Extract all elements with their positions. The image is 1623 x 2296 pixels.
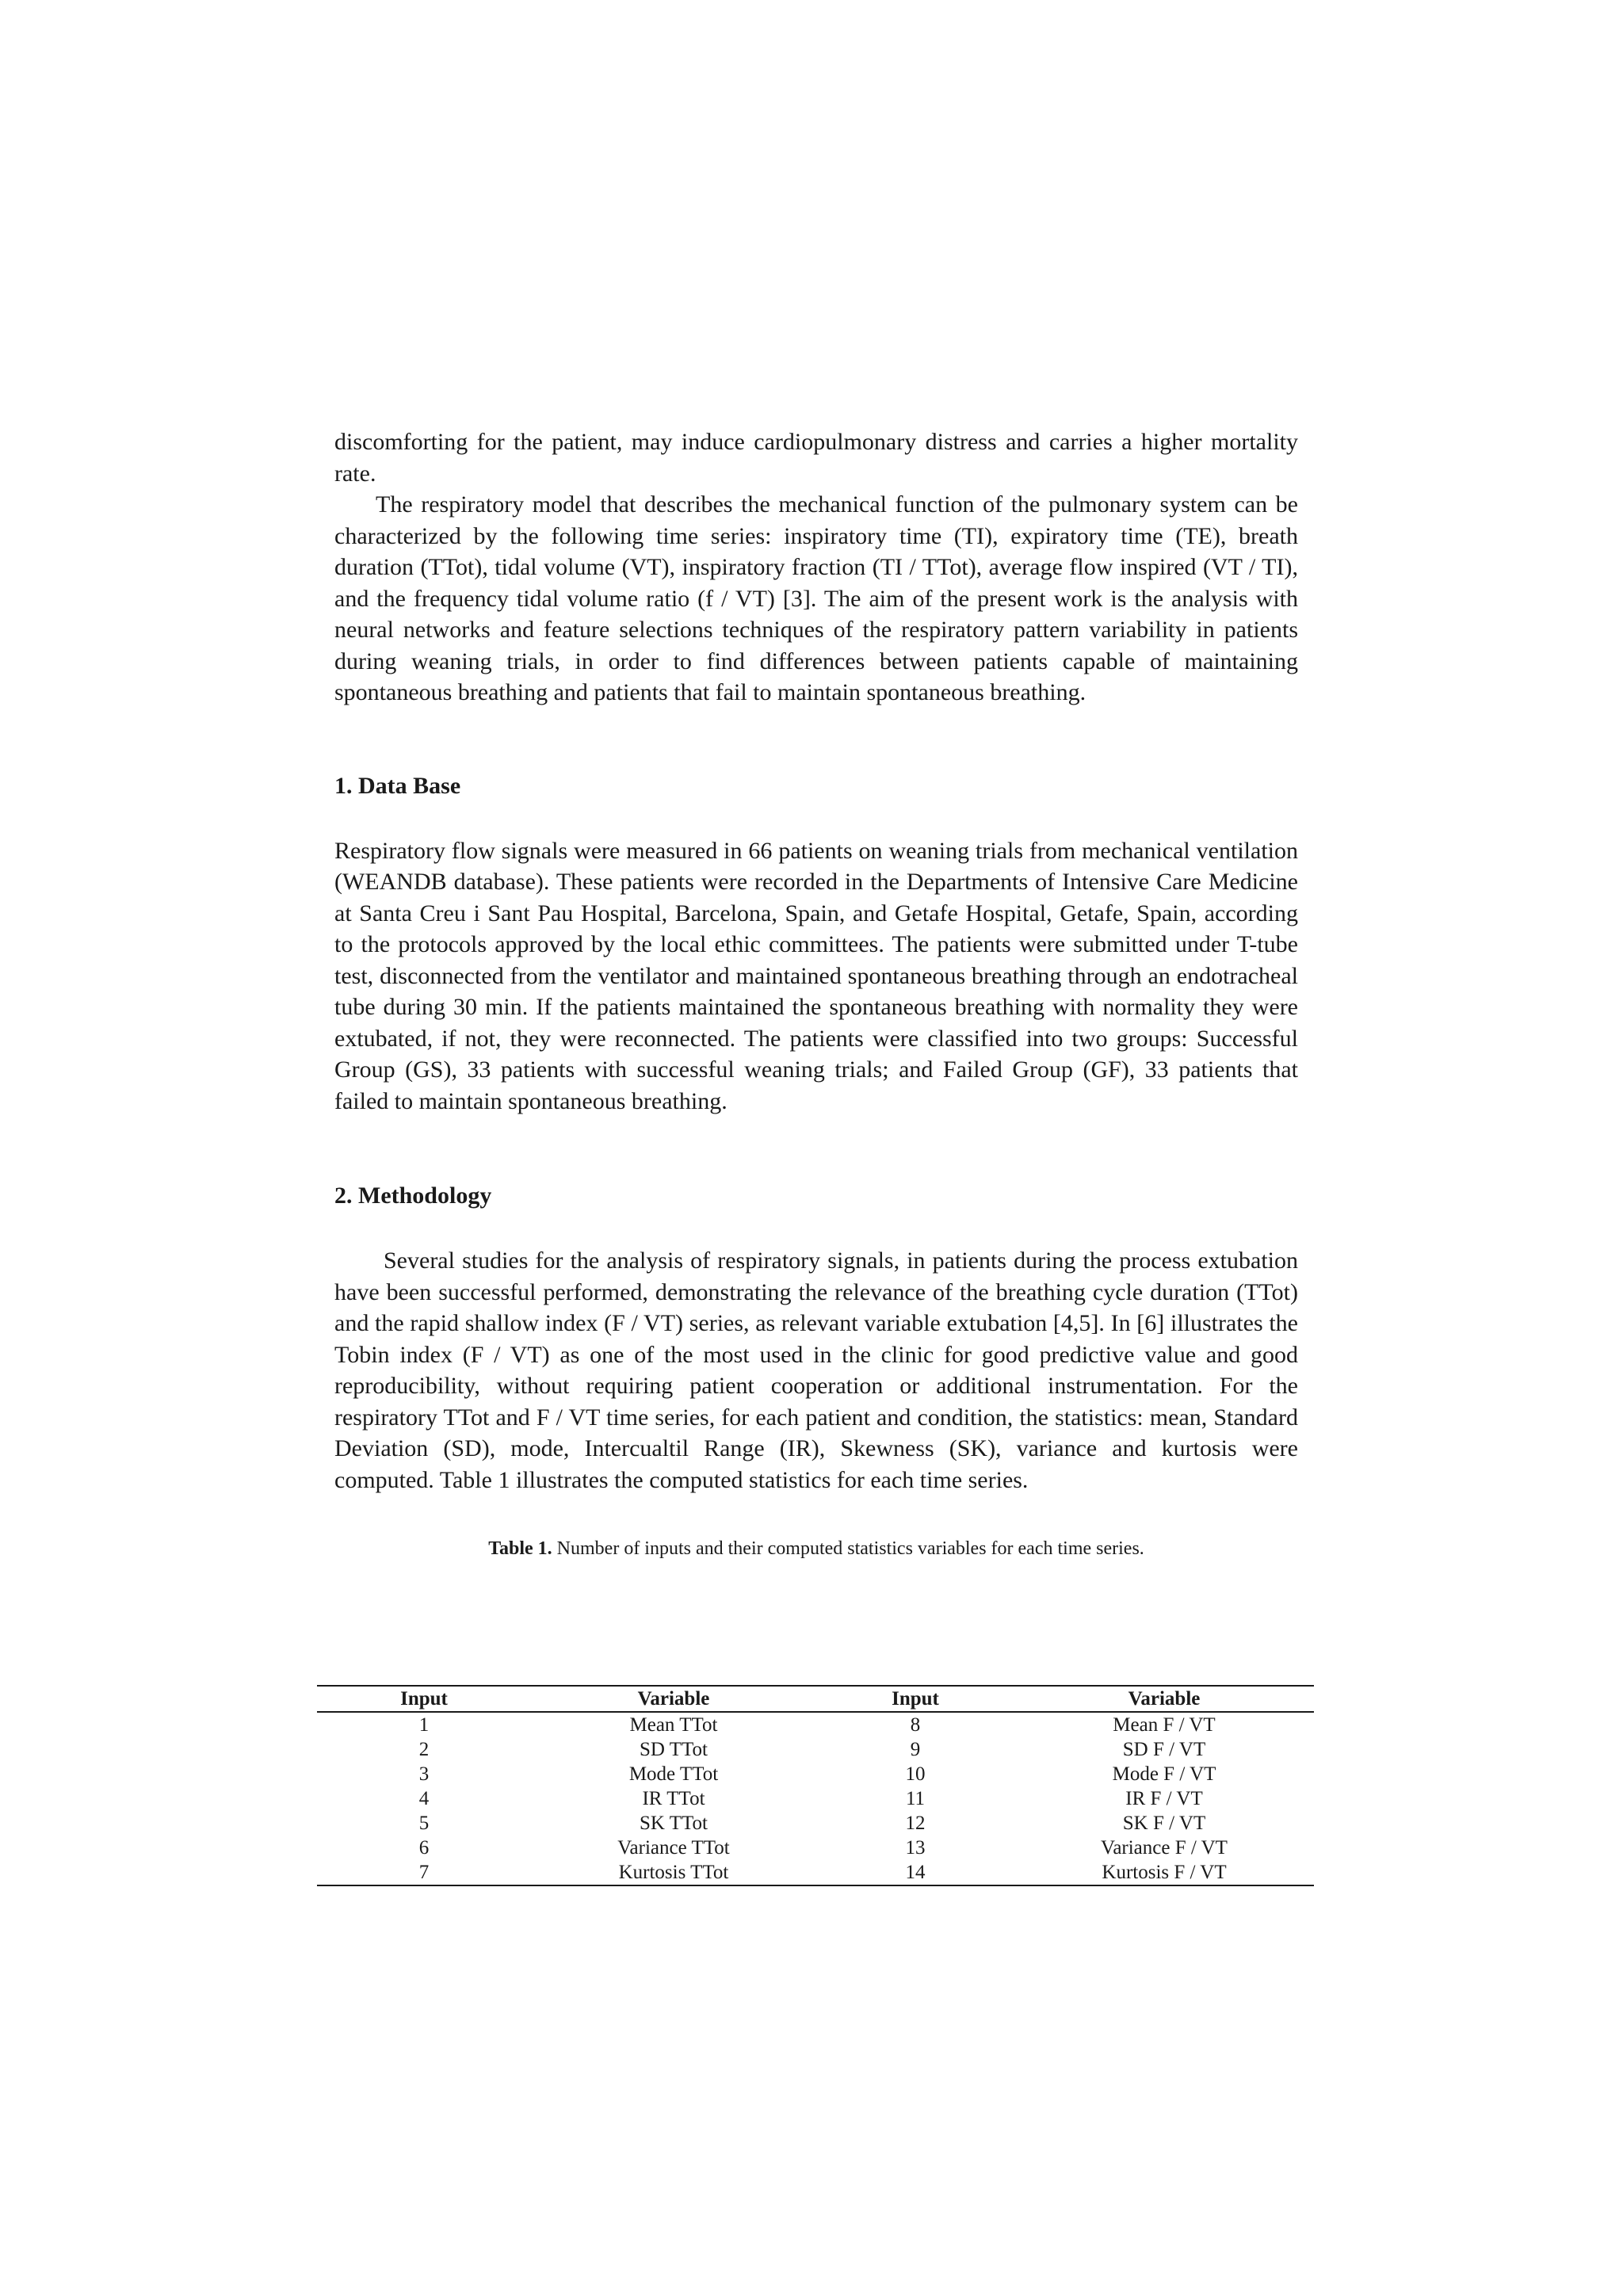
table-cell: SK F / VT	[1122, 1813, 1206, 1834]
statistics-table	[317, 1685, 1314, 1886]
table-cell: 14	[816, 1860, 1014, 1885]
table-cell: Mean F / VT	[1113, 1714, 1216, 1736]
table-row	[317, 1811, 1314, 1836]
table-header-cell: Input	[317, 1686, 531, 1712]
table-cell: IR F / VT	[1125, 1788, 1203, 1809]
intro-block	[334, 426, 1298, 709]
table-cell: 12	[905, 1813, 926, 1834]
section-body-methodology: Several studies for the analysis of respiratory signals, in patients during the process extubation have been successful performed, demonstrating the relevance of the breathing cycle duration (TTot) and the rapid shallow index (F / VT) series, as relevant variable extubation [4,5]. In [6] illustrates the Tobin index (F / VT) as one of the most used in the clinic for good predictive value and good reproducibility, without requiring patient cooperation or additional instrumentation. For the respiratory TTot and F / VT time series, for each patient and condition, the statistics: mean, Standard Deviation (SD), mode, Intercualtil Range (IR), Skewness (SK), variance and kurtosis were computed. Table 1 illustrates the computed statistics for each time series.	[334, 1247, 1298, 1493]
table-row	[317, 1786, 1314, 1811]
table-cell: Kurtosis TTot	[531, 1860, 816, 1885]
table-cell: 3	[418, 1763, 430, 1785]
table-cell: Mode TTot	[628, 1763, 719, 1785]
table-caption	[334, 1537, 1298, 1561]
section-body-data-base: Respiratory flow signals were measured in 66 patients on weaning trials from mechanical ventilation (WEANDB database). These patients were recorded in the Departments of Intensive Care Medicine at Santa Creu i Sant Pau Hospital, Barcelona, Spain, and Getafe Hospital, Getafe, Spain, according to the protocols approved by the local ethic committees. The patients were submitted under T-tube test, disconnected from the ventilator and maintained spontaneous breathing through an endotracheal tube during 30 min. If the patients maintained the spontaneous breathing with normality they were extubated, if not, they were reconnected. The patients were classified into two groups: Successful Group (GS), 33 patients with successful weaning trials; and Failed Group (GF), 33 patients that failed to maintain spontaneous breathing.	[334, 837, 1298, 1114]
table-cell: 8	[910, 1714, 921, 1736]
intro-paragraph-2: The respiratory model that describes the mechanical function of the pulmonary system can be characterized by the following time series: inspiratory time (TI), expiratory time (TE), breath duration (TTot), tidal volume (VT), inspiratory fraction (TI / TTot), average flow inspired (VT / TI), and the frequency tidal volume ratio (f / VT) [3]. The aim of the present work is the analysis with neural networks and feature selections techniques of the respiratory pattern variability in patients during weaning trials, in order to find differences between patients capable of maintaining spontaneous breathing and patients that fail to maintain spontaneous breathing.	[334, 491, 1298, 705]
table-row	[317, 1737, 1314, 1762]
table-cell: IR TTot	[642, 1788, 705, 1809]
table-cell: 2	[418, 1739, 430, 1760]
table-cell: Variance F / VT	[1101, 1837, 1228, 1859]
table-cell: 11	[905, 1788, 926, 1809]
table-header-cell: Variable	[1014, 1686, 1314, 1712]
table-cell: 13	[905, 1837, 926, 1859]
table-cell: SK TTot	[640, 1813, 708, 1834]
table-cell: 1	[418, 1714, 430, 1736]
section-heading-methodology: 2. Methodology	[334, 1182, 492, 1209]
table-row	[317, 1836, 1314, 1860]
page-column	[334, 426, 1298, 1561]
table-cell: Mode F / VT	[1112, 1763, 1216, 1785]
table-header-cell: Variable	[531, 1686, 816, 1712]
table-caption-text: Number of inputs and their computed statistics variables for each time series.	[552, 1538, 1144, 1559]
table-cell: 10	[905, 1763, 926, 1785]
table-cell: Mean TTot	[629, 1714, 718, 1736]
table-cell: 9	[910, 1739, 921, 1760]
table-row	[317, 1762, 1314, 1786]
table-cell: Kurtosis F / VT	[1014, 1860, 1314, 1885]
table-cell: SD F / VT	[1122, 1739, 1206, 1760]
section-heading-data-base: 1. Data Base	[334, 772, 461, 799]
table-cell: SD TTot	[640, 1739, 708, 1760]
table-cell: 4	[418, 1788, 430, 1809]
table-cell: Variance TTot	[617, 1837, 730, 1859]
table-header-cell: Input	[816, 1686, 1014, 1712]
table-header-row	[317, 1686, 1314, 1712]
table-cell: 7	[317, 1860, 531, 1885]
table-cell: 6	[418, 1837, 430, 1859]
table-row	[317, 1860, 1314, 1885]
table-row	[317, 1712, 1314, 1737]
intro-paragraph-1: discomforting for the patient, may induce cardiopulmonary distress and carries a higher mortality rate.	[334, 429, 1298, 487]
table-caption-label: Table 1.	[488, 1538, 552, 1559]
table-cell: 5	[418, 1813, 430, 1834]
